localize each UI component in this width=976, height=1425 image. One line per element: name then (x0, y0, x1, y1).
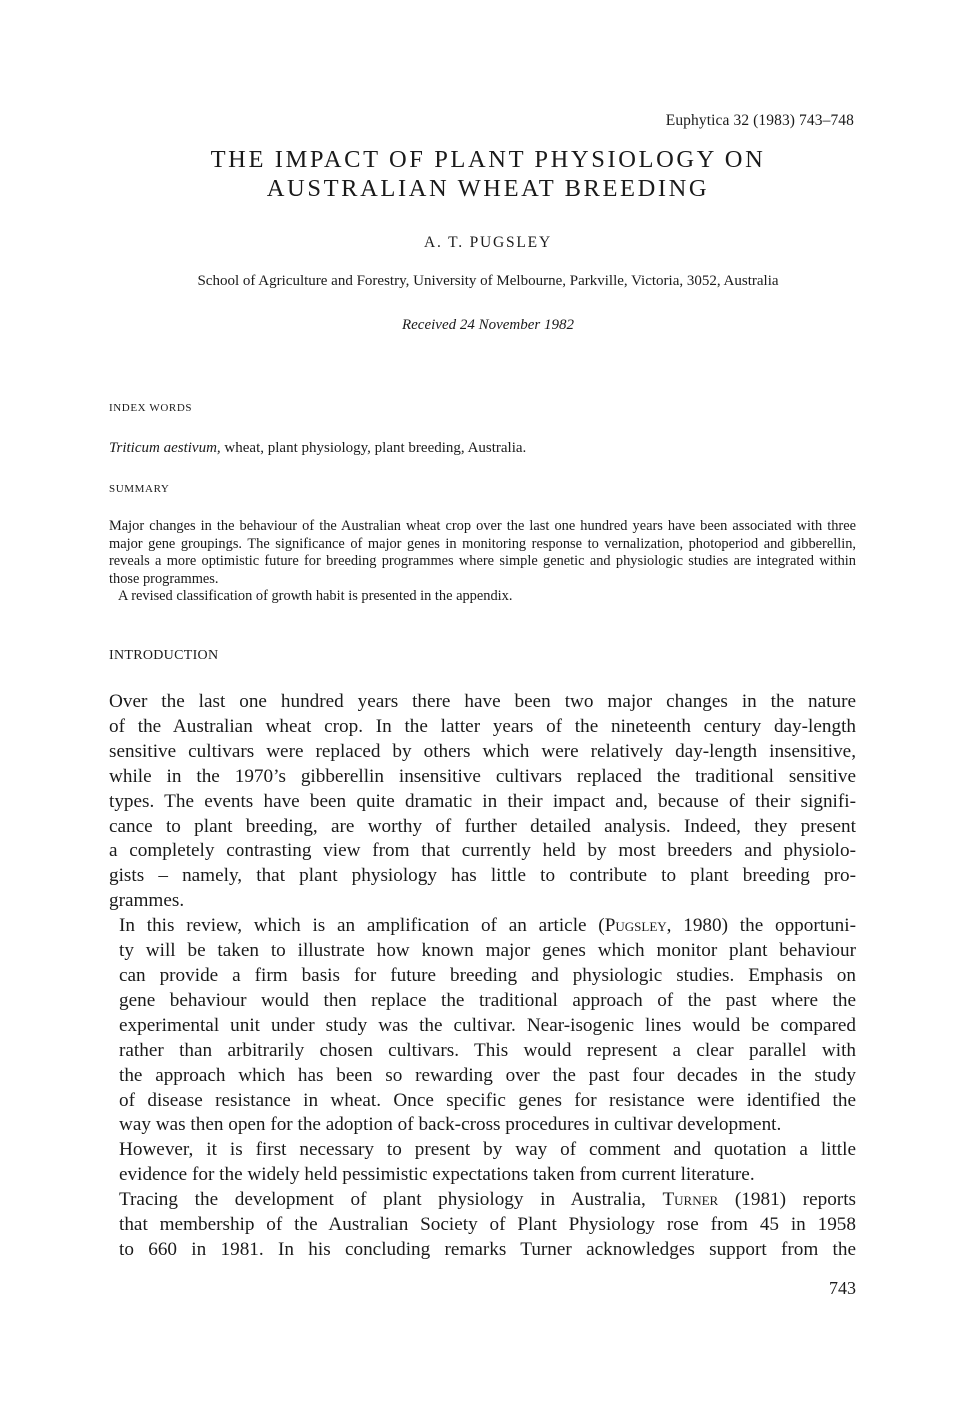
text-line: experimental unit under study was the cultivar. Near-isogenic lines would be compared (119, 1014, 856, 1036)
text-fragment: , 1980) the opportuni- (666, 915, 856, 937)
text-line: sensitive cultivars were replaced by others which were relatively day-length insensitive, (109, 740, 856, 762)
keywords-species: Triticum aestivum, (109, 440, 221, 456)
text-line: of the Australian wheat crop. In the latter years of the nineteenth century day-length (109, 715, 856, 737)
text-line (109, 914, 856, 939)
text-line: of disease resistance in wheat. Once specific genes for resistance were identified the (119, 1089, 856, 1111)
article-title (0, 145, 976, 203)
journal-reference: Euphytica 32 (1983) 743–748 (665, 112, 854, 129)
text-line: can provide a firm basis for future breeding and physiologic studies. Emphasis on (119, 964, 856, 986)
intro-paragraph-1 (109, 690, 856, 914)
index-words-heading: INDEX WORDS (109, 402, 193, 414)
summary (109, 518, 856, 606)
citation-turner: Turner (662, 1189, 719, 1211)
intro-paragraph-4 (109, 1188, 856, 1263)
author: A. T. PUGSLEY (424, 234, 552, 251)
text-line: However, it is first necessary to present by way of comment and quotation a little (119, 1139, 856, 1161)
text-line: the approach which has been so rewarding over the past four decades in the study (119, 1064, 856, 1086)
text-line: evidence for the widely held pessimistic expectations taken from current literature. (119, 1164, 755, 1186)
text-line: cance to plant breeding, are worthy of further detailed analysis. Indeed, they present (109, 815, 856, 837)
text-line: grammes. (109, 890, 185, 912)
text-fragment: Tracing the development of plant physiology in Australia, (119, 1189, 663, 1211)
intro-paragraph-2 (109, 914, 856, 1138)
summary-paragraph-1: Major changes in the behaviour of the Australian wheat crop over the last one hundred years have been associated with three major gene groupings. The significance of major genes in monitoring response to vernalization, photoperiod and gibberellin, reveals a more optimistic future for breeding programmes where simple genetic and physiologic studies are integrated within those programmes. (109, 518, 856, 587)
text-line: a completely contrasting view from that currently held by most breeders and physiolo- (109, 840, 856, 862)
keywords-terms: wheat, plant physiology, plant breeding, Australia. (220, 440, 527, 456)
text-line: gene behaviour would then replace the traditional approach of the past where the (119, 989, 856, 1011)
text-line: to 660 in 1981. In his concluding remarks Turner acknowledges support from the (119, 1238, 856, 1260)
citation-pugsley: Pugsley (604, 915, 667, 937)
page-number: 743 (829, 1278, 856, 1298)
text-line: way was then open for the adoption of back-cross procedures in cultivar development. (119, 1114, 782, 1136)
text-line: rather than arbitrarily chosen cultivars. This would represent a clear parallel with (119, 1039, 856, 1061)
text-line: that membership of the Australian Society of Plant Physiology rose from 45 in 1958 (119, 1214, 856, 1236)
summary-heading: SUMMARY (109, 483, 170, 495)
text-line: while in the 1970’s gibberellin insensitive cultivars replaced the traditional sensitive (109, 765, 856, 787)
text-line: gists – namely, that plant physiology has little to contribute to plant breeding pro- (109, 865, 856, 887)
keywords (109, 440, 526, 457)
title-line-2: AUSTRALIAN WHEAT BREEDING (266, 175, 710, 202)
affiliation: School of Agriculture and Forestry, University of Melbourne, Parkville, Victoria, 3052, Australia (197, 273, 779, 289)
text-fragment: In this review, which is an amplification of an article ( (119, 915, 605, 937)
intro-paragraph-3 (109, 1138, 856, 1188)
text-line: types. The events have been quite dramatic in their impact and, because of their signifi- (109, 790, 856, 812)
title-line-1: THE IMPACT OF PLANT PHYSIOLOGY ON (210, 146, 766, 173)
text-line: ty will be taken to illustrate how known major genes which monitor plant behaviour (119, 940, 856, 962)
received-date: Received 24 November 1982 (401, 317, 575, 333)
text-line (109, 1188, 856, 1213)
introduction-body (109, 690, 856, 1263)
text-line: Over the last one hundred years there have been two major changes in the nature (109, 691, 856, 712)
introduction-heading: INTRODUCTION (109, 648, 219, 663)
text-fragment: (1981) reports (718, 1189, 856, 1211)
summary-paragraph-2: A revised classification of growth habit is presented in the appendix. (118, 588, 513, 605)
